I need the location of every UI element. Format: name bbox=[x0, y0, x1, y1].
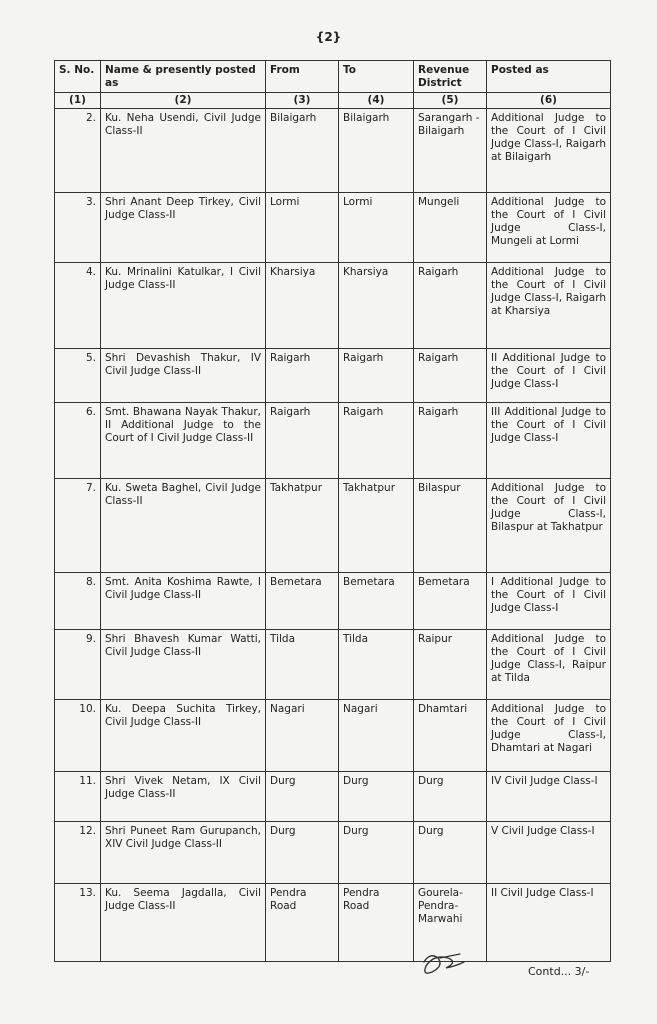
column-number: (5) bbox=[414, 93, 487, 109]
row-from: Kharsiya bbox=[266, 263, 339, 349]
row-from: Pendra Road bbox=[266, 884, 339, 962]
row-sno: 2. bbox=[55, 109, 101, 193]
row-to: Kharsiya bbox=[339, 263, 414, 349]
table-row bbox=[55, 700, 611, 772]
row-from: Nagari bbox=[266, 700, 339, 772]
row-sno: 12. bbox=[55, 822, 101, 884]
header-from: From bbox=[266, 61, 339, 93]
page-number: {2} bbox=[315, 30, 342, 44]
row-district: Raigarh bbox=[414, 403, 487, 479]
row-sno: 6. bbox=[55, 403, 101, 479]
row-posted: IV Civil Judge Class-I bbox=[487, 772, 611, 822]
row-district: Raipur bbox=[414, 630, 487, 700]
continuation-note: Contd... 3/- bbox=[528, 965, 590, 978]
row-district: Bilaspur bbox=[414, 479, 487, 573]
row-name: Ku. Neha Usendi, Civil Judge Class-II bbox=[101, 109, 266, 193]
row-posted: Additional Judge to the Court of I Civil Judge Class-I, Raigarh at Kharsiya bbox=[487, 263, 611, 349]
table-row bbox=[55, 630, 611, 700]
table-row bbox=[55, 263, 611, 349]
row-name: Shri Anant Deep Tirkey, Civil Judge Class-II bbox=[101, 193, 266, 263]
row-name: Ku. Sweta Baghel, Civil Judge Class-II bbox=[101, 479, 266, 573]
row-to: Lormi bbox=[339, 193, 414, 263]
header-name: Name & presently posted as bbox=[101, 61, 266, 93]
postings-table bbox=[54, 60, 611, 962]
row-to: Bemetara bbox=[339, 573, 414, 630]
row-name: Smt. Anita Koshima Rawte, I Civil Judge Class-II bbox=[101, 573, 266, 630]
row-sno: 7. bbox=[55, 479, 101, 573]
table-row bbox=[55, 349, 611, 403]
row-to: Raigarh bbox=[339, 403, 414, 479]
row-posted: Additional Judge to the Court of I Civil Judge Class-I, Raipur at Tilda bbox=[487, 630, 611, 700]
row-from: Raigarh bbox=[266, 349, 339, 403]
row-from: Tilda bbox=[266, 630, 339, 700]
row-posted: III Additional Judge to the Court of I Civil Judge Class-I bbox=[487, 403, 611, 479]
row-district: Raigarh bbox=[414, 263, 487, 349]
row-to: Nagari bbox=[339, 700, 414, 772]
row-district: Dhamtari bbox=[414, 700, 487, 772]
row-district: Durg bbox=[414, 772, 487, 822]
row-posted: Additional Judge to the Court of I Civil Judge Class-I, Mungeli at Lormi bbox=[487, 193, 611, 263]
row-posted: II Civil Judge Class-I bbox=[487, 884, 611, 962]
row-from: Raigarh bbox=[266, 403, 339, 479]
row-posted: Additional Judge to the Court of I Civil Judge Class-I, Raigarh at Bilaigarh bbox=[487, 109, 611, 193]
row-posted: II Additional Judge to the Court of I Civil Judge Class-I bbox=[487, 349, 611, 403]
row-name: Shri Puneet Ram Gurupanch, XIV Civil Judge Class-II bbox=[101, 822, 266, 884]
row-posted: I Additional Judge to the Court of I Civil Judge Class-I bbox=[487, 573, 611, 630]
row-sno: 11. bbox=[55, 772, 101, 822]
column-number: (3) bbox=[266, 93, 339, 109]
row-to: Tilda bbox=[339, 630, 414, 700]
row-to: Bilaigarh bbox=[339, 109, 414, 193]
table-row bbox=[55, 573, 611, 630]
row-name: Ku. Mrinalini Katulkar, I Civil Judge Class-II bbox=[101, 263, 266, 349]
header-to: To bbox=[339, 61, 414, 93]
table-header-row bbox=[55, 61, 611, 93]
row-district: Durg bbox=[414, 822, 487, 884]
table-row bbox=[55, 193, 611, 263]
table-row bbox=[55, 772, 611, 822]
row-from: Durg bbox=[266, 772, 339, 822]
table-row bbox=[55, 479, 611, 573]
row-sno: 8. bbox=[55, 573, 101, 630]
row-from: Bilaigarh bbox=[266, 109, 339, 193]
row-from: Takhatpur bbox=[266, 479, 339, 573]
row-to: Raigarh bbox=[339, 349, 414, 403]
column-number-row bbox=[55, 93, 611, 109]
column-number: (2) bbox=[101, 93, 266, 109]
column-number: (6) bbox=[487, 93, 611, 109]
row-district: Mungeli bbox=[414, 193, 487, 263]
table-row bbox=[55, 403, 611, 479]
row-from: Durg bbox=[266, 822, 339, 884]
row-district: Gourela-Pendra-Marwahi bbox=[414, 884, 487, 962]
row-name: Shri Vivek Netam, IX Civil Judge Class-II bbox=[101, 772, 266, 822]
row-posted: V Civil Judge Class-I bbox=[487, 822, 611, 884]
header-sno: S. No. bbox=[55, 61, 101, 93]
row-sno: 3. bbox=[55, 193, 101, 263]
row-from: Lormi bbox=[266, 193, 339, 263]
row-name: Ku. Seema Jagdalla, Civil Judge Class-II bbox=[101, 884, 266, 962]
row-to: Pendra Road bbox=[339, 884, 414, 962]
row-name: Shri Devashish Thakur, IV Civil Judge Class-II bbox=[101, 349, 266, 403]
table-row bbox=[55, 109, 611, 193]
row-sno: 10. bbox=[55, 700, 101, 772]
row-posted: Additional Judge to the Court of I Civil Judge Class-I, Bilaspur at Takhatpur bbox=[487, 479, 611, 573]
header-district: Revenue District bbox=[414, 61, 487, 93]
row-sno: 4. bbox=[55, 263, 101, 349]
row-district: Raigarh bbox=[414, 349, 487, 403]
row-district: Sarangarh -Bilaigarh bbox=[414, 109, 487, 193]
header-posted: Posted as bbox=[487, 61, 611, 93]
table-row bbox=[55, 822, 611, 884]
row-name: Shri Bhavesh Kumar Watti, Civil Judge Class-II bbox=[101, 630, 266, 700]
row-sno: 13. bbox=[55, 884, 101, 962]
table-row bbox=[55, 884, 611, 962]
row-name: Ku. Deepa Suchita Tirkey, Civil Judge Class-II bbox=[101, 700, 266, 772]
row-from: Bemetara bbox=[266, 573, 339, 630]
row-to: Durg bbox=[339, 822, 414, 884]
row-to: Durg bbox=[339, 772, 414, 822]
row-posted: Additional Judge to the Court of I Civil Judge Class-I, Dhamtari at Nagari bbox=[487, 700, 611, 772]
column-number: (1) bbox=[55, 93, 101, 109]
row-sno: 5. bbox=[55, 349, 101, 403]
row-district: Bemetara bbox=[414, 573, 487, 630]
row-name: Smt. Bhawana Nayak Thakur, II Additional Judge to the Court of I Civil Judge Class-II bbox=[101, 403, 266, 479]
column-number: (4) bbox=[339, 93, 414, 109]
row-sno: 9. bbox=[55, 630, 101, 700]
row-to: Takhatpur bbox=[339, 479, 414, 573]
